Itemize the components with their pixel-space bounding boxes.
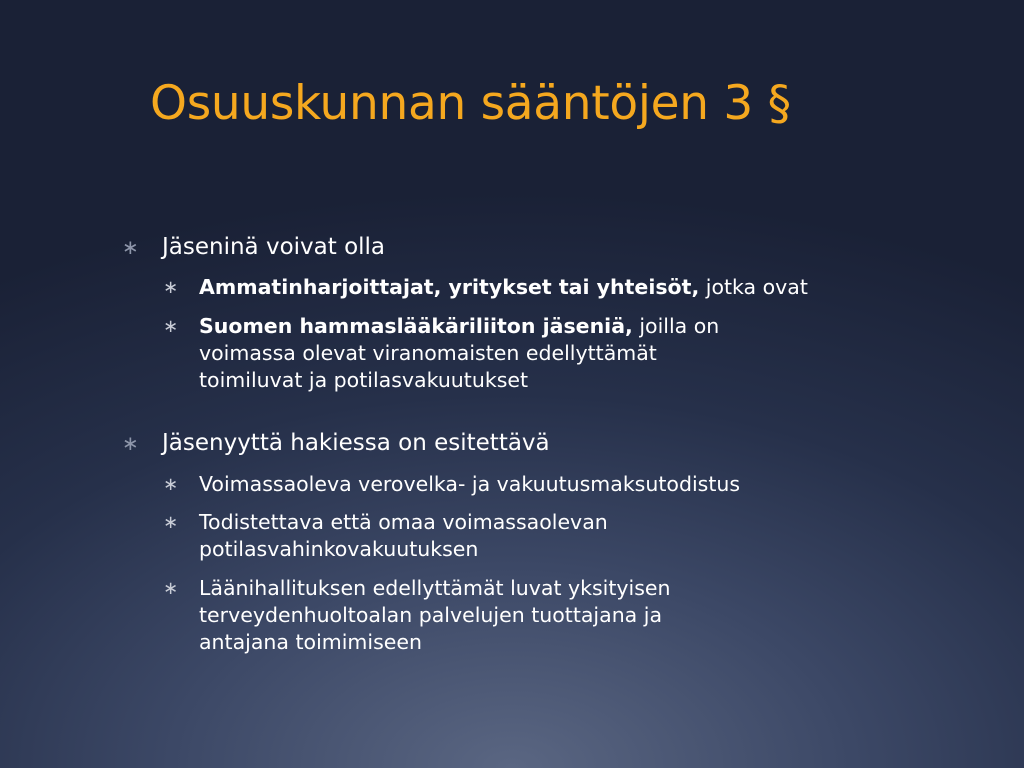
item-text-line: potilasvahinkovakuutuksen <box>199 537 479 561</box>
bullet-item-level1 <box>122 234 386 261</box>
bullet-item-level2 <box>163 575 889 656</box>
item-text-line: Voimassaoleva verovelka- ja vakuutusmaksutodistus <box>199 472 741 496</box>
section-heading: Jäsenyyttä hakiessa on esitettävä <box>162 430 550 456</box>
asterisk-bullet-icon: ∗ <box>163 578 179 599</box>
section-heading: Jäseninä voivat olla <box>162 234 386 260</box>
item-text-line: toimiluvat ja potilasvakuutukset <box>199 368 529 392</box>
bullet-item-level1 <box>122 430 550 457</box>
item-text-line: terveydenhuoltoalan palvelujen tuottajana ja <box>199 603 663 627</box>
asterisk-bullet-icon: ∗ <box>163 316 179 337</box>
item-text: jotka ovat <box>699 275 808 299</box>
item-text-line: Todistettava että omaa voimassaolevan <box>199 510 608 534</box>
bold-text: Ammatinharjoittajat, yritykset tai yhteisöt, <box>199 275 700 299</box>
bullet-item-level2 <box>163 274 889 301</box>
asterisk-bullet-icon: ∗ <box>163 277 179 298</box>
bullet-item-level2 <box>163 313 889 394</box>
asterisk-bullet-icon: ∗ <box>122 431 139 455</box>
asterisk-bullet-icon: ∗ <box>122 235 139 259</box>
bullet-item-level2 <box>163 471 889 498</box>
asterisk-bullet-icon: ∗ <box>163 474 179 495</box>
item-text: joilla on <box>632 314 720 338</box>
bullet-item-level2 <box>163 509 889 563</box>
asterisk-bullet-icon: ∗ <box>163 512 179 533</box>
bold-text: Suomen hammaslääkäriliiton jäseniä, <box>199 314 633 338</box>
item-text-line: antajana toimimiseen <box>199 630 422 654</box>
item-text-line: voimassa olevat viranomaisten edellyttämät <box>199 341 657 365</box>
item-text-line: Läänihallituksen edellyttämät luvat yksityisen <box>199 576 671 600</box>
slide-title: Osuuskunnan sääntöjen 3 § <box>150 76 791 131</box>
